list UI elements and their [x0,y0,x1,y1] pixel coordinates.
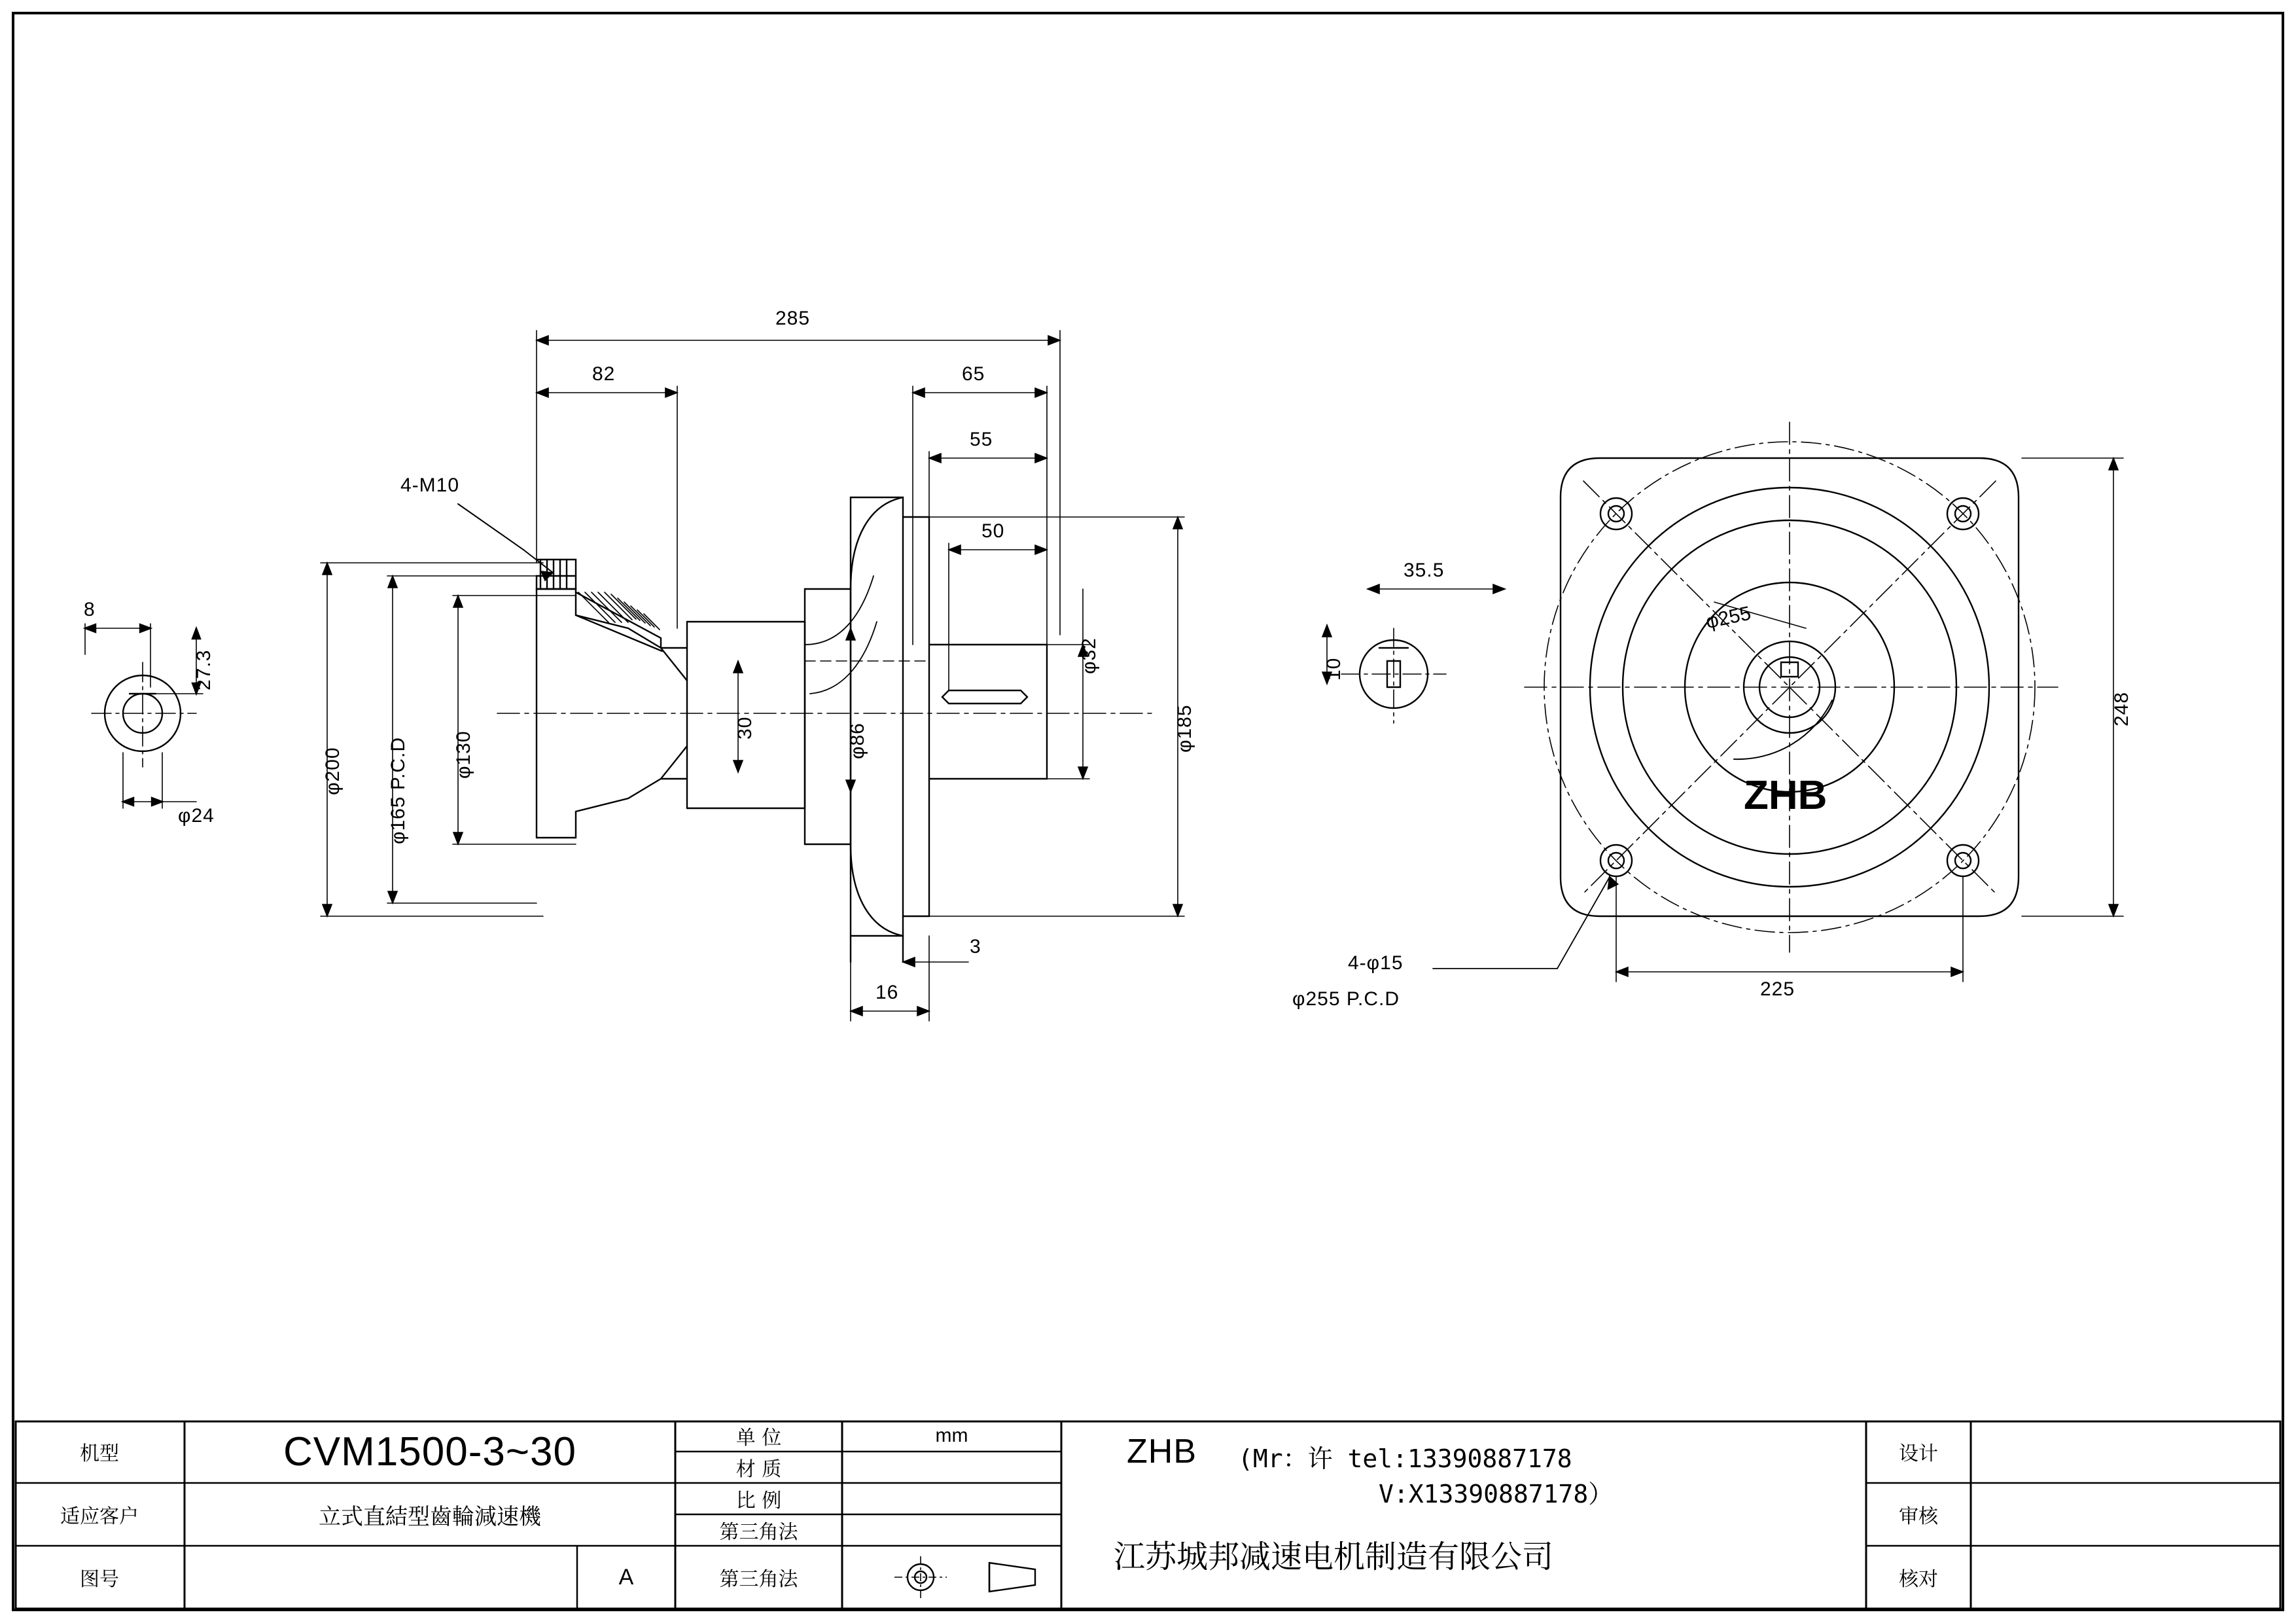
label-unit: 单 位 [735,1427,782,1450]
value-unit: mm [935,1425,968,1446]
dim-phi200: φ200 [322,747,344,795]
dim-left-8: 8 [84,599,96,620]
dim-16: 16 [875,982,899,1003]
label-design: 设计 [1899,1442,1938,1465]
label-material: 材 质 [735,1458,782,1481]
dim-phi32: φ32 [1078,637,1100,674]
dim-left-phi24: φ24 [178,805,215,827]
dim-248: 248 [2111,691,2132,726]
main-view-geometry [497,497,1152,962]
dim-phi130: φ130 [453,730,474,779]
value-model: CVM1500-3~30 [283,1429,576,1474]
value-scale [842,1483,1061,1514]
value-design [1971,1420,2280,1483]
dim-10: 10 [1323,657,1345,681]
main-view-dimensions [321,330,1184,1021]
company-name: 江苏城邦减速电机制造有限公司 [1114,1539,1554,1575]
dim-82: 82 [592,363,616,385]
dim-225: 225 [1760,978,1795,1000]
label-check: 核对 [1899,1568,1938,1591]
label-scale: 比 例 [735,1489,782,1512]
label-drawing-no: 图号 [80,1568,119,1591]
label-customer: 适应客户 [60,1505,139,1528]
leader-4-m10: 4-M10 [400,474,460,496]
value-review [1971,1483,2280,1546]
front-view-geometry [1433,422,2123,982]
value-drawing-no [185,1546,577,1609]
dim-285: 285 [775,308,811,329]
dim-3: 3 [970,936,981,957]
note-4-phi15: 4-φ15 [1348,952,1404,974]
label-projection-bottom: 第三角法 [719,1568,798,1591]
dim-65: 65 [962,363,985,385]
label-projection: 第三角法 [719,1521,798,1544]
value-material [842,1452,1061,1483]
value-scale-letter: A [618,1564,634,1590]
label-model: 机型 [80,1442,119,1465]
zhb-logo-front-view: ZHB [1744,773,1828,818]
dim-phi86: φ86 [847,722,868,759]
note-phi255-pcd: φ255 P.C.D [1292,988,1400,1010]
dim-35-5: 35.5 [1404,560,1445,581]
dim-left-27-3: 27.3 [193,649,215,690]
key-detail-geometry [1322,584,1505,723]
label-review: 审核 [1899,1505,1938,1528]
dim-50: 50 [981,520,1005,542]
title-block [14,1420,2282,1609]
contact-line-2: V:X13390887178） [1379,1480,1614,1508]
dim-phi185: φ185 [1174,704,1195,753]
contact-line-1: (Mr：许 tel:13390887178 [1238,1444,1572,1473]
value-customer: 立式直結型齒輪減速機 [319,1503,541,1530]
value-check [1971,1546,2280,1609]
dim-phi255-inner: φ255 [1704,602,1753,633]
shaft-end-view-geometry [85,624,203,808]
dim-phi165-pcd: φ165 P.C.D [387,737,409,844]
dim-55: 55 [970,429,993,450]
brand-zhb: ZHB [1127,1433,1197,1471]
dim-30: 30 [734,716,756,740]
